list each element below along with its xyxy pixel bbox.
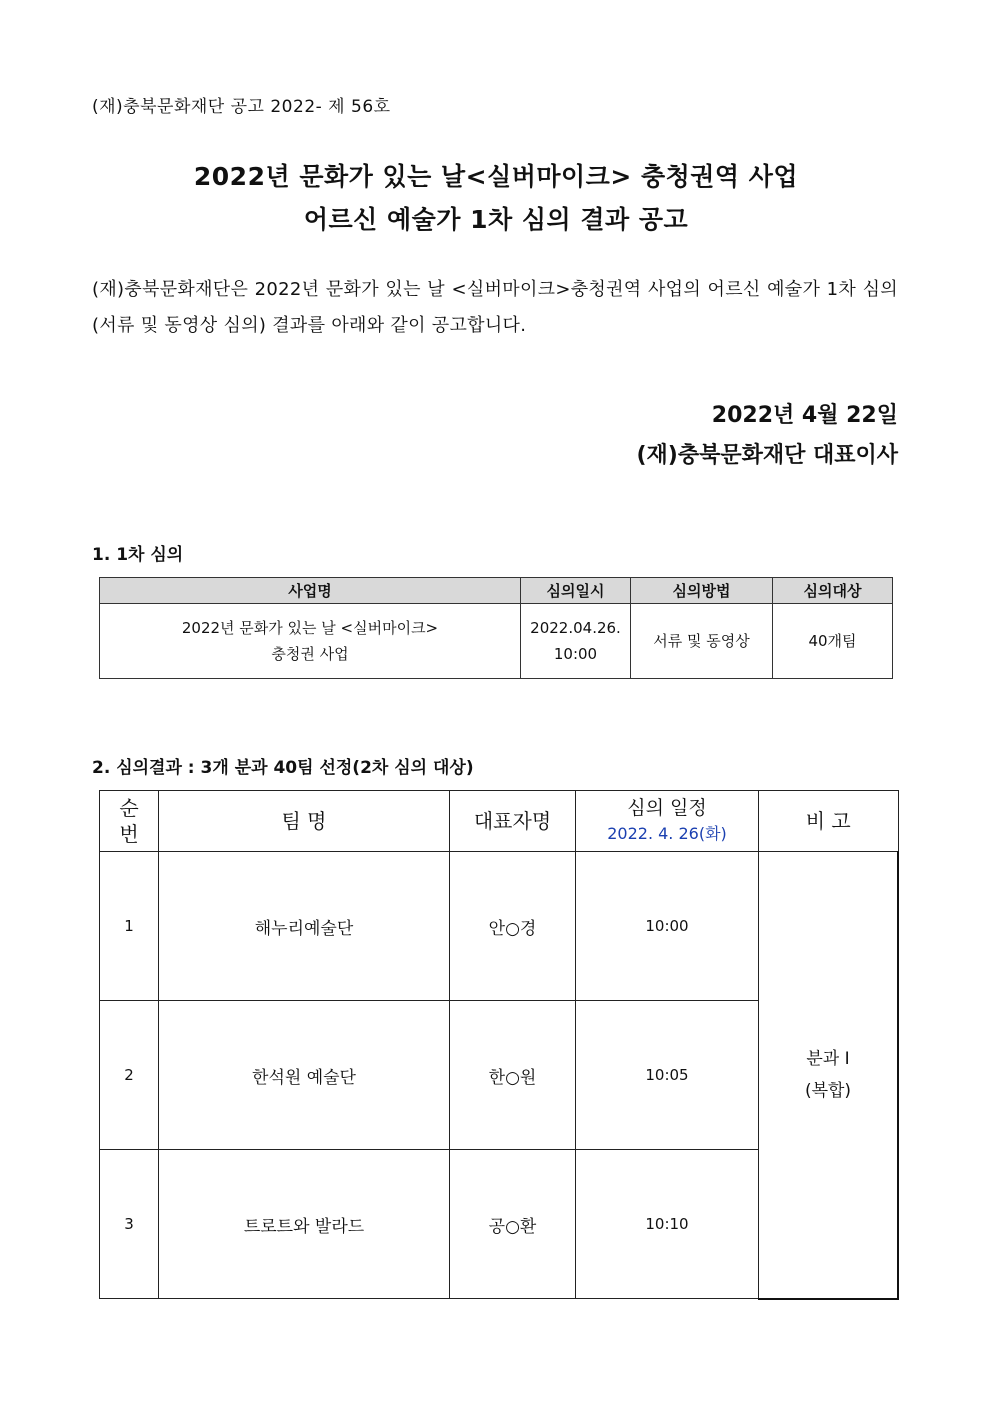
col-review-method: 심의방법	[631, 578, 773, 604]
col-number-line2: 번	[119, 822, 139, 846]
document-title-line2: 어르신 예술가 1차 심의 결과 공고	[303, 205, 689, 234]
col-remark: 비 고	[759, 791, 899, 852]
intro-paragraph: (재)충북문화재단은 2022년 문화가 있는 날 <실버마이크>충청권역 사업의 어르신 예술가 1차 심의(서류 및 동영상 심의) 결과를 아래와 같이 공고합니다.	[92, 279, 898, 336]
remark-line1: 분과 Ⅰ	[806, 1048, 850, 1069]
col-number	[100, 791, 159, 852]
col-representative: 대표자명	[450, 791, 576, 852]
row-team-name: 한석원 예술단	[159, 1001, 450, 1150]
review-info-table	[99, 577, 893, 679]
row-representative: 한○원	[450, 1001, 576, 1150]
row-team-name: 해누리예술단	[159, 852, 450, 1001]
row-representative: 공○환	[450, 1150, 576, 1299]
row-time: 10:05	[576, 1001, 759, 1150]
review-date: 2022.04.26.	[530, 619, 621, 637]
row-representative: 안○경	[450, 852, 576, 1001]
section2-heading: 2. 심의결과 : 3개 분과 40팀 선정(2차 심의 대상)	[92, 758, 474, 778]
notice-number: (재)충북문화재단 공고 2022- 제 56호	[92, 97, 391, 117]
document-title-line1: 2022년 문화가 있는 날<실버마이크> 충청권역 사업	[193, 162, 799, 191]
col-review-target: 심의대상	[773, 578, 893, 604]
col-review-datetime: 심의일시	[521, 578, 631, 604]
section1-heading: 1. 1차 심의	[92, 545, 184, 565]
col-team-name: 팀 명	[159, 791, 450, 852]
col-number-line1: 순	[119, 796, 139, 820]
col-schedule	[576, 791, 759, 852]
row-number: 2	[100, 1001, 159, 1150]
row-number: 1	[100, 852, 159, 1001]
review-time: 10:00	[553, 645, 598, 663]
review-target-cell: 40개팀	[773, 604, 893, 679]
row-team-name: 트로트와 발라드	[159, 1150, 450, 1299]
project-name-line1: 2022년 문화가 있는 날 <실버마이크>	[181, 619, 439, 637]
col-schedule-date: 2022. 4. 26(화)	[607, 824, 727, 843]
review-method-cell: 서류 및 동영상	[631, 604, 773, 679]
result-table	[99, 790, 899, 1300]
col-schedule-label: 심의 일정	[627, 797, 707, 819]
project-name-cell	[100, 604, 521, 679]
table-row	[100, 604, 893, 679]
project-name-line2: 충청권 사업	[271, 645, 349, 663]
notice-signer: (재)충북문화재단 대표이사	[636, 443, 898, 468]
review-datetime-cell	[521, 604, 631, 679]
table-row	[100, 852, 899, 1001]
remark-line2: (복합)	[804, 1080, 852, 1101]
col-project-name: 사업명	[100, 578, 521, 604]
row-time: 10:10	[576, 1150, 759, 1299]
row-number: 3	[100, 1150, 159, 1299]
row-time: 10:00	[576, 852, 759, 1001]
row-remark	[759, 852, 899, 1299]
notice-date: 2022년 4월 22일	[711, 403, 898, 428]
